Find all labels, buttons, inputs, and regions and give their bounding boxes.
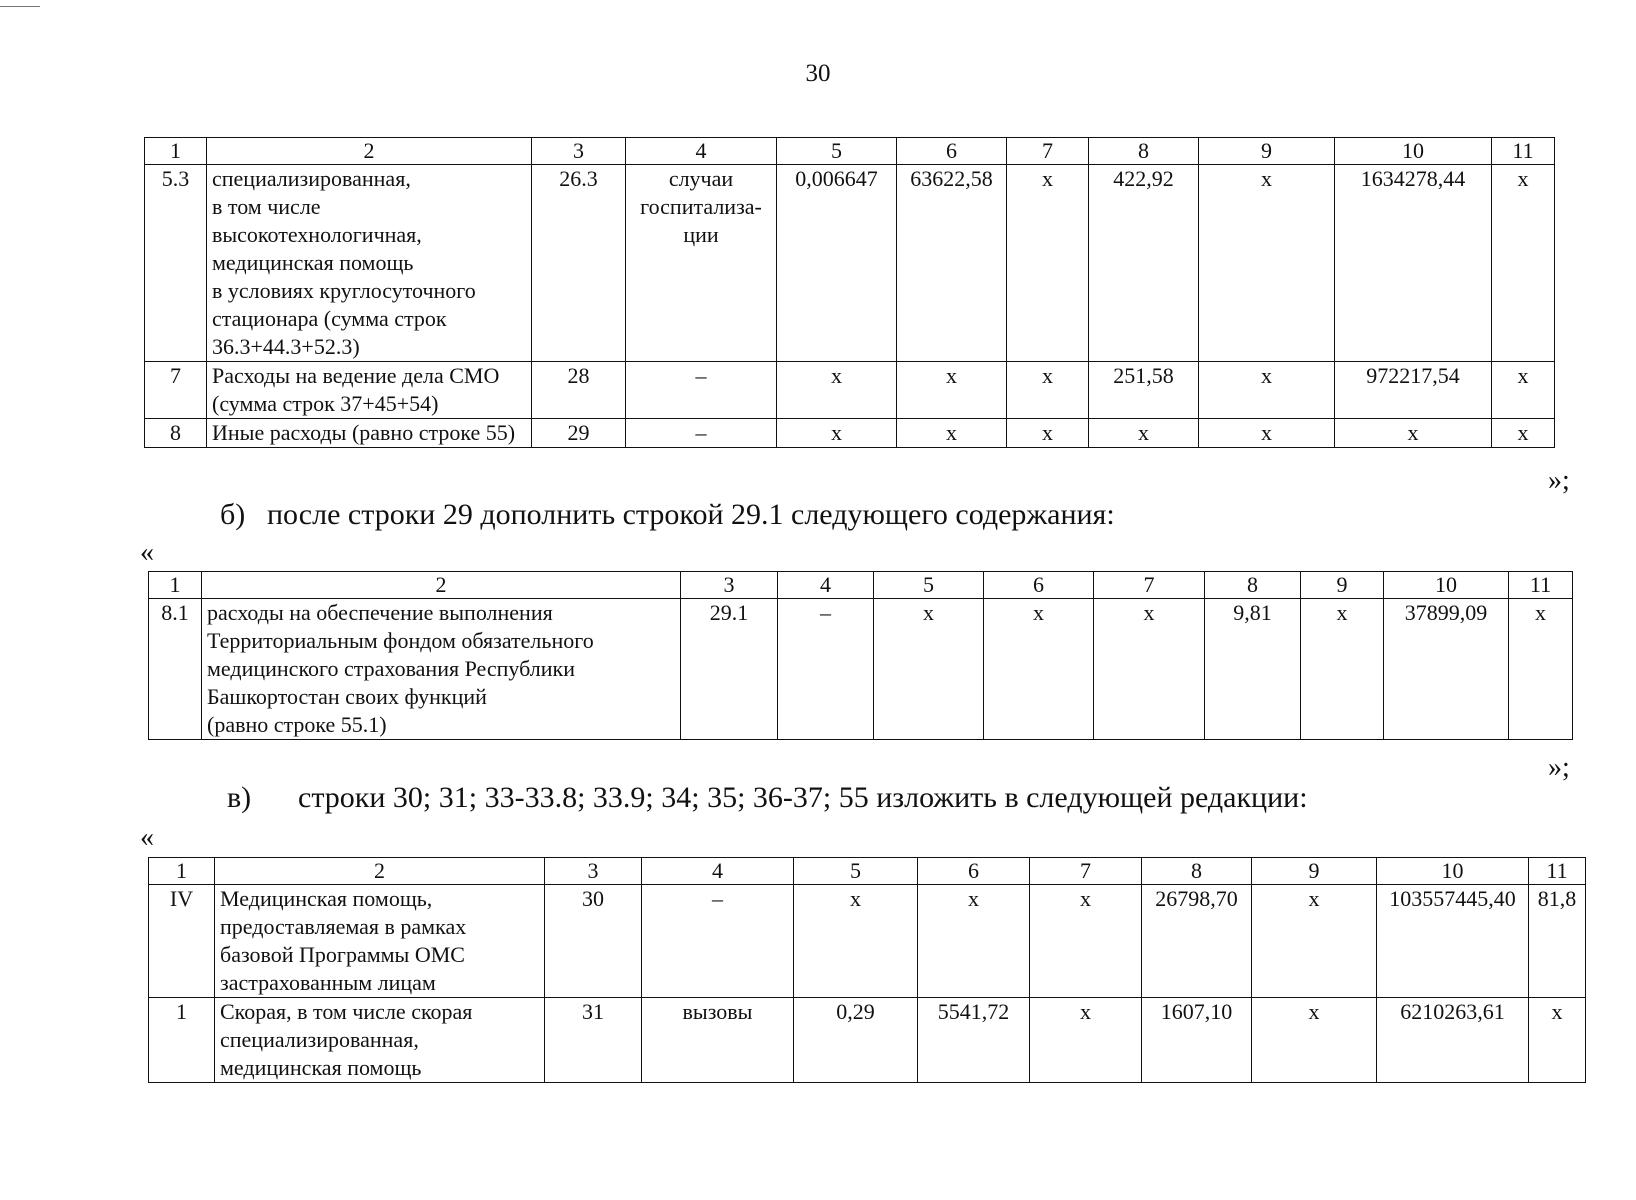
table-cell: Медицинская помощь, предоставляемая в рамках базовой Программы ОМС застрахованным лицам xyxy=(215,885,545,998)
column-header: 11 xyxy=(1492,138,1555,165)
table-cell: x xyxy=(777,419,897,448)
column-header: 6 xyxy=(984,572,1094,599)
column-header: 2 xyxy=(202,572,681,599)
table-cell: x xyxy=(1509,599,1573,740)
table-cell: 7 xyxy=(145,362,207,419)
table-cell: x xyxy=(1094,599,1205,740)
column-header: 3 xyxy=(681,572,778,599)
table-cell: x xyxy=(794,885,918,998)
column-header: 4 xyxy=(642,858,794,885)
column-header: 10 xyxy=(1335,138,1492,165)
table-cell: Скорая, в том числе скорая специализированная, медицинская помощь xyxy=(215,998,545,1083)
table-cell: x xyxy=(984,599,1094,740)
column-header: 5 xyxy=(794,858,918,885)
table-cell: x xyxy=(1199,419,1335,448)
column-header: 3 xyxy=(532,138,626,165)
table-cell: x xyxy=(1199,165,1335,362)
table-header-row xyxy=(145,138,1555,165)
table-cell: x xyxy=(1252,885,1377,998)
table-cell: специализированная, в том числе высокотехнологичная, медицинская помощь в условиях круглосуточного стационара (сумма строк 36.3+44.3+52.3) xyxy=(207,165,532,362)
table-cell: Иные расходы (равно строке 55) xyxy=(207,419,532,448)
section-b-text: после строки 29 дополнить строкой 29.1 следующего содержания: xyxy=(267,498,1115,531)
table-cell: x xyxy=(1492,362,1555,419)
scan-edge-line xyxy=(0,6,40,7)
table-cell: x xyxy=(1199,362,1335,419)
column-header: 5 xyxy=(777,138,897,165)
table-cell: x xyxy=(1335,419,1492,448)
page-number: 30 xyxy=(805,60,831,87)
table-cell: x xyxy=(897,419,1007,448)
table-row xyxy=(145,362,1555,419)
table-cell: x xyxy=(1007,165,1089,362)
table-row xyxy=(145,419,1555,448)
column-header: 2 xyxy=(215,858,545,885)
table-cell: 29.1 xyxy=(681,599,778,740)
opening-quote: « xyxy=(140,822,154,853)
table-continuation xyxy=(144,137,1555,448)
column-header: 10 xyxy=(1384,572,1509,599)
table-row xyxy=(149,998,1586,1083)
table-cell: x xyxy=(1089,419,1199,448)
table-cell: – xyxy=(626,419,777,448)
column-header: 1 xyxy=(149,858,215,885)
table-row xyxy=(149,599,1573,740)
table-cell: x xyxy=(1030,885,1142,998)
table-insert-row xyxy=(148,571,1573,740)
column-header: 9 xyxy=(1301,572,1384,599)
column-header: 8 xyxy=(1142,858,1252,885)
table-cell: Расходы на ведение дела СМО (сумма строк 37+45+54) xyxy=(207,362,532,419)
table-cell: x xyxy=(777,362,897,419)
table-cell: 1607,10 xyxy=(1142,998,1252,1083)
section-v-text: строки 30; 31; 33-33.8; 33.9; 34; 35; 36-37; 55 изложить в следующей редакции: xyxy=(298,781,1308,814)
column-header: 4 xyxy=(778,572,874,599)
table-cell: x xyxy=(1007,362,1089,419)
table-cell: x xyxy=(897,362,1007,419)
table-cell: 5541,72 xyxy=(918,998,1030,1083)
table-cell: 972217,54 xyxy=(1335,362,1492,419)
table-cell: – xyxy=(642,885,794,998)
table-cell: 1 xyxy=(149,998,215,1083)
table-cell: 0,006647 xyxy=(777,165,897,362)
table-cell: 8 xyxy=(145,419,207,448)
table-cell: 103557445,40 xyxy=(1377,885,1529,998)
table-cell: 8.1 xyxy=(149,599,202,740)
table-cell: x xyxy=(1007,419,1089,448)
column-header: 8 xyxy=(1089,138,1199,165)
table-cell: x xyxy=(1492,419,1555,448)
column-header: 7 xyxy=(1094,572,1205,599)
table-replacement-rows xyxy=(148,857,1586,1083)
table-cell: вызовы xyxy=(642,998,794,1083)
column-header: 1 xyxy=(145,138,207,165)
table-cell: 26.3 xyxy=(532,165,626,362)
table-cell: случаи госпитализа- ции xyxy=(626,165,777,362)
table-cell: x xyxy=(1252,998,1377,1083)
table-cell: 37899,09 xyxy=(1384,599,1509,740)
column-header: 11 xyxy=(1509,572,1573,599)
column-header: 3 xyxy=(545,858,642,885)
column-header: 9 xyxy=(1199,138,1335,165)
section-v-marker: в) xyxy=(227,781,252,814)
table-cell: 63622,58 xyxy=(897,165,1007,362)
table-cell: IV xyxy=(149,885,215,998)
table-cell: 251,58 xyxy=(1089,362,1199,419)
column-header: 6 xyxy=(918,858,1030,885)
table-cell: 26798,70 xyxy=(1142,885,1252,998)
table-row xyxy=(145,165,1555,362)
column-header: 9 xyxy=(1252,858,1377,885)
column-header: 6 xyxy=(897,138,1007,165)
column-header: 11 xyxy=(1529,858,1586,885)
table-header-row xyxy=(149,572,1573,599)
table-cell: 1634278,44 xyxy=(1335,165,1492,362)
column-header: 2 xyxy=(207,138,532,165)
table-header-row xyxy=(149,858,1586,885)
column-header: 5 xyxy=(874,572,984,599)
table-cell: 6210263,61 xyxy=(1377,998,1529,1083)
column-header: 7 xyxy=(1030,858,1142,885)
column-header: 1 xyxy=(149,572,202,599)
table-cell: 81,8 xyxy=(1529,885,1586,998)
table-cell: x xyxy=(1492,165,1555,362)
table-cell: – xyxy=(778,599,874,740)
column-header: 10 xyxy=(1377,858,1529,885)
section-b-marker: б) xyxy=(220,498,246,531)
table-cell: x xyxy=(1529,998,1586,1083)
table-cell: 31 xyxy=(545,998,642,1083)
table-cell: 30 xyxy=(545,885,642,998)
table-cell: 0,29 xyxy=(794,998,918,1083)
table-cell: расходы на обеспечение выполнения Территориальным фондом обязательного медицинского страхования Республики Башкортостан своих функций (равно строке 55.1) xyxy=(202,599,681,740)
table-cell: x xyxy=(1030,998,1142,1083)
table-cell: 28 xyxy=(532,362,626,419)
table-row xyxy=(149,885,1586,998)
table-cell: 422,92 xyxy=(1089,165,1199,362)
column-header: 4 xyxy=(626,138,777,165)
column-header: 8 xyxy=(1205,572,1301,599)
closing-quote: »; xyxy=(1548,752,1570,783)
column-header: 7 xyxy=(1007,138,1089,165)
table-cell: x xyxy=(918,885,1030,998)
table-cell: x xyxy=(874,599,984,740)
opening-quote: « xyxy=(140,537,154,568)
table-cell: 5.3 xyxy=(145,165,207,362)
closing-quote: »; xyxy=(1548,465,1570,496)
table-cell: – xyxy=(626,362,777,419)
table-cell: 29 xyxy=(532,419,626,448)
table-cell: x xyxy=(1301,599,1384,740)
table-cell: 9,81 xyxy=(1205,599,1301,740)
